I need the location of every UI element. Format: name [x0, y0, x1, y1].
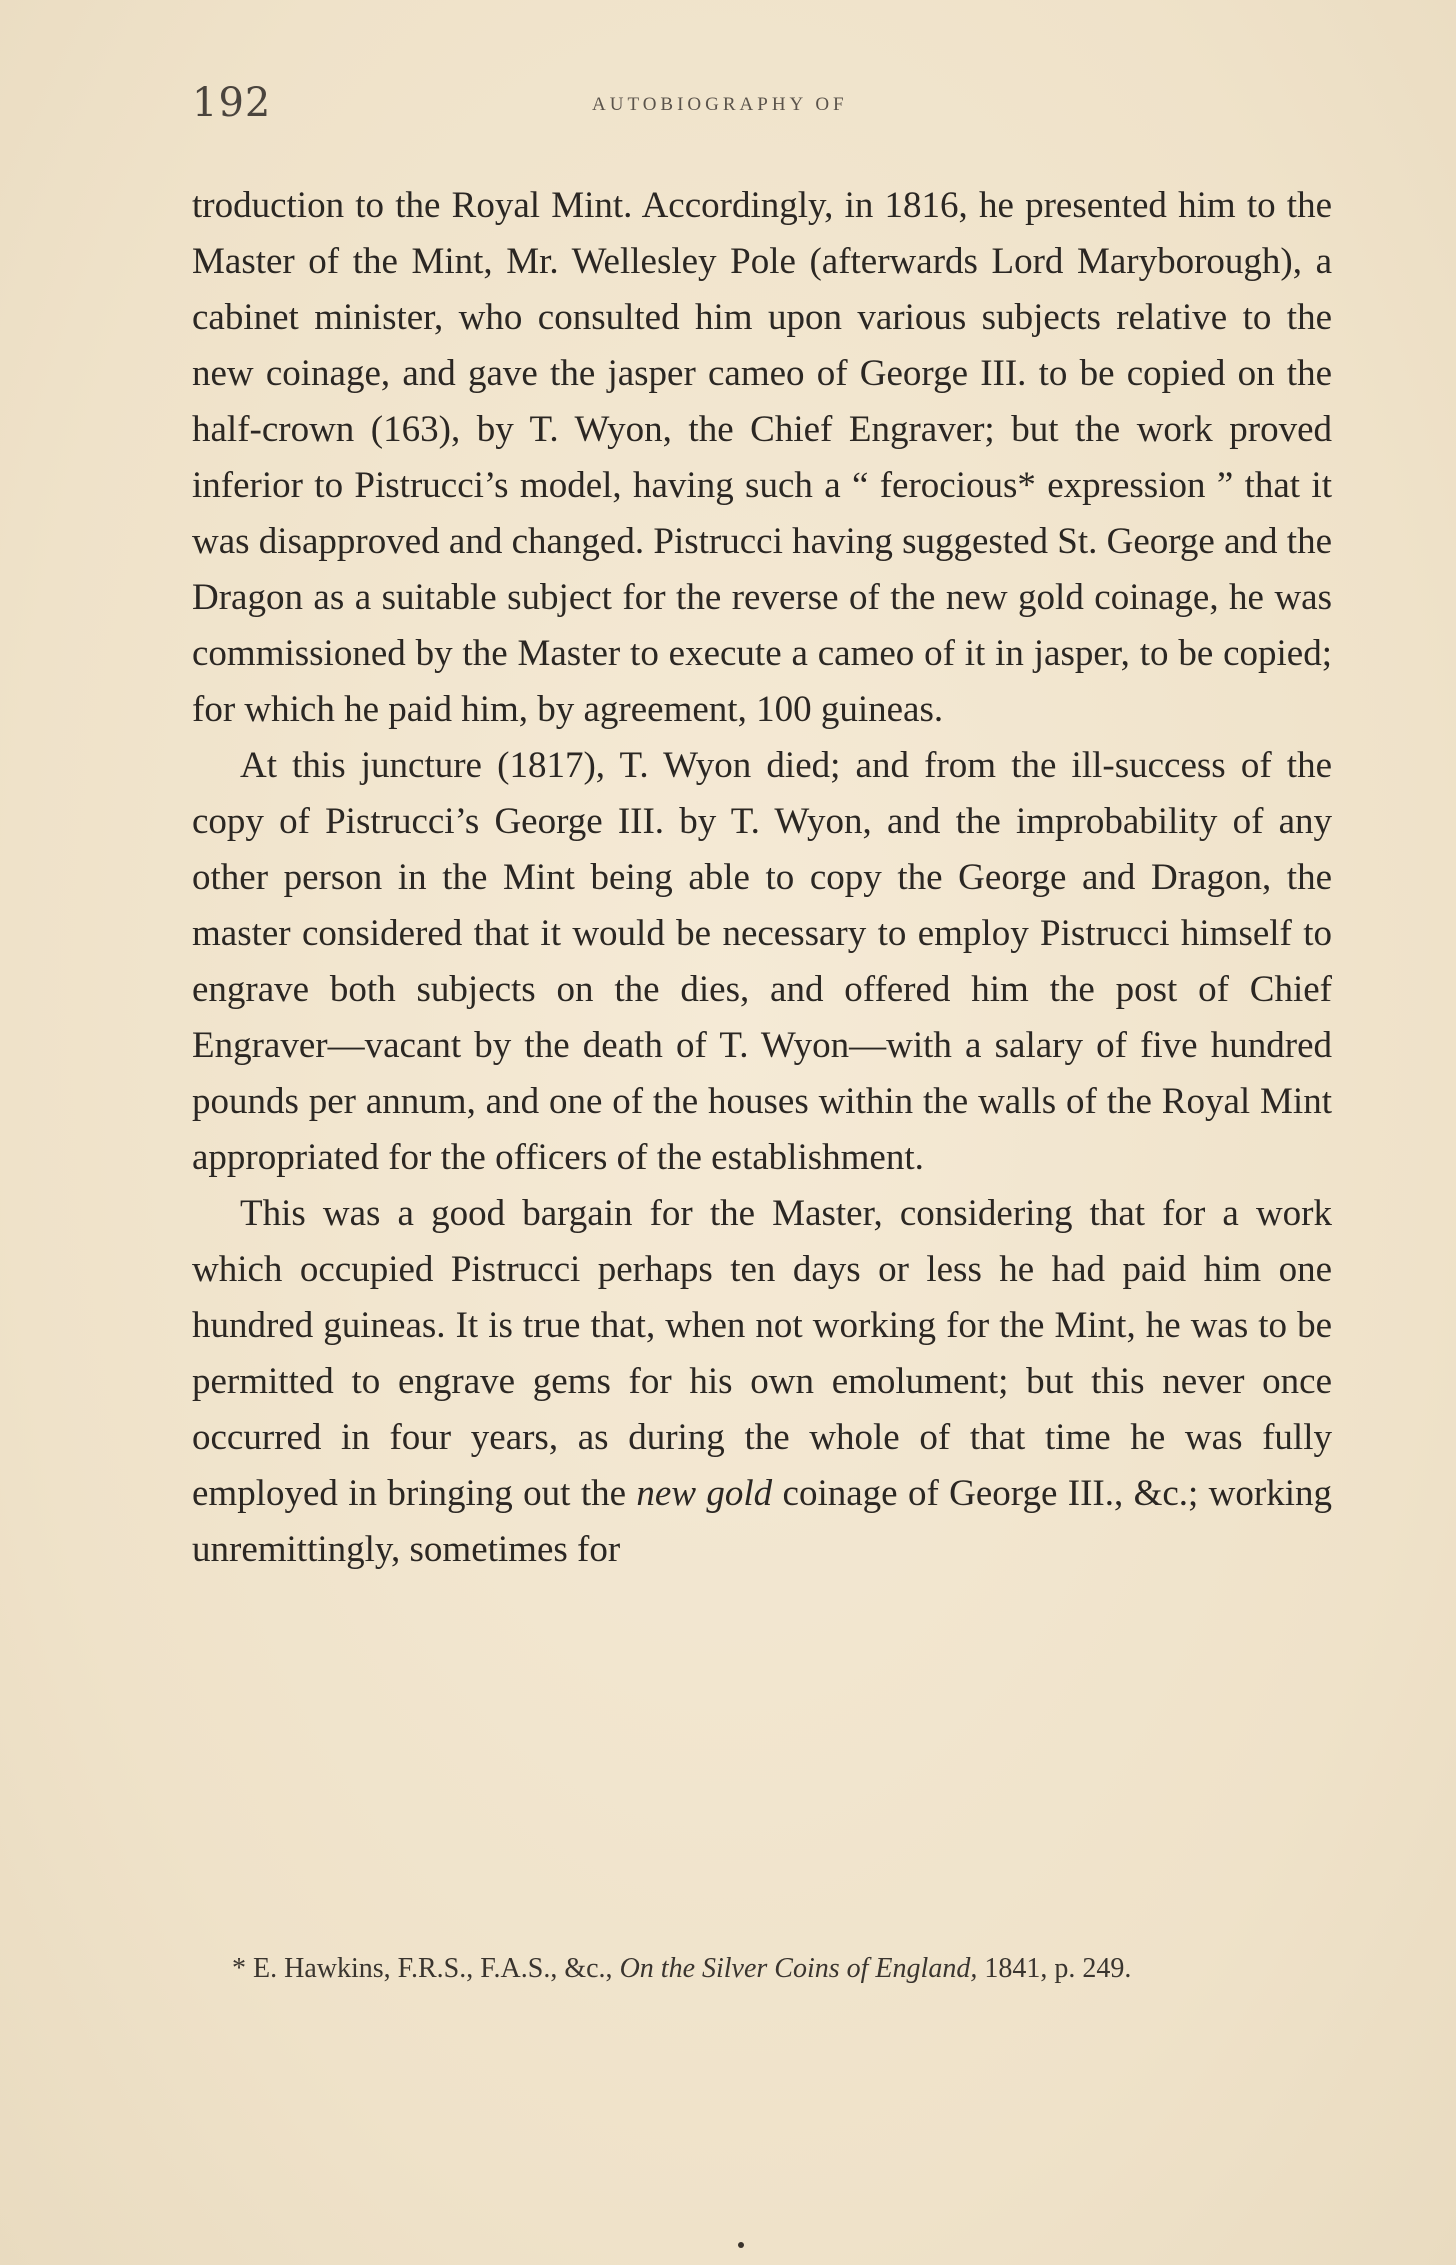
paragraph-3	[192, 1186, 1332, 1578]
paragraph-text: coinage of George III., &c.; working unremittingly, sometimes for	[192, 1473, 1333, 1570]
paragraph-2	[192, 738, 1332, 1186]
paragraph-1	[192, 178, 1332, 738]
footnote	[192, 1946, 1332, 1992]
italic-phrase: new gold	[636, 1473, 773, 1514]
body-text	[192, 178, 1332, 1578]
footnote-citation-end: 1841, p. 249.	[977, 1953, 1132, 1984]
paragraph-text: troduction to the Royal Mint. Accordingly, in 1816, he presented him to the Master of the Mint, Mr. Wellesley Pole (afterwards Lord Maryborough), a cabinet minister, who consulted him upon various subjects relative to the new coinage, and gave the jasper cameo of George III. to be copied on the half-crown (163), by T. Wyon, the Chief Engraver; but the work proved inferior to Pistrucci’s model, having such a “ ferocious* expression ” that it was disapproved and changed. Pistrucci having suggested St. George and the Dragon as a suitable subject for the reverse of the new gold coinage, he was commissioned by the Master to execute a cameo of it in jasper, to be copied; for which he paid him, by agreement, 100 guineas.	[192, 185, 1332, 730]
page-header	[192, 80, 1342, 140]
paragraph-text: This was a good bargain for the Master, considering that for a work which occupied Pistrucci perhaps ten days or less he had paid him one hundred guineas. It is true that, when not working for the Mint, he was to be permitted to engrave gems for his own emolument; but this never once occurred in four years, as during the whole of that time he was fully employed in bringing out the	[192, 1193, 1332, 1514]
ink-speck	[738, 2242, 744, 2248]
footnote-citation: * E. Hawkins, F.R.S., F.A.S., &c.,	[232, 1953, 620, 1984]
running-head: AUTOBIOGRAPHY OF	[592, 94, 848, 115]
page-number: 192	[192, 80, 272, 126]
footnote-text	[192, 1946, 1332, 1992]
paragraph-text: At this juncture (1817), T. Wyon died; and from the ill-success of the copy of Pistrucci’s George III. by T. Wyon, and the improbability of any other person in the Mint being able to copy the George and Dragon, the master considered that it would be necessary to employ Pistrucci himself to engrave both subjects on the dies, and offered him the post of Chief Engraver—vacant by the death of T. Wyon—with a salary of five hundred pounds per annum, and one of the houses within the walls of the Royal Mint appropriated for the officers of the establishment.	[192, 745, 1332, 1178]
footnote-title: On the Silver Coins of England,	[619, 1953, 978, 1984]
